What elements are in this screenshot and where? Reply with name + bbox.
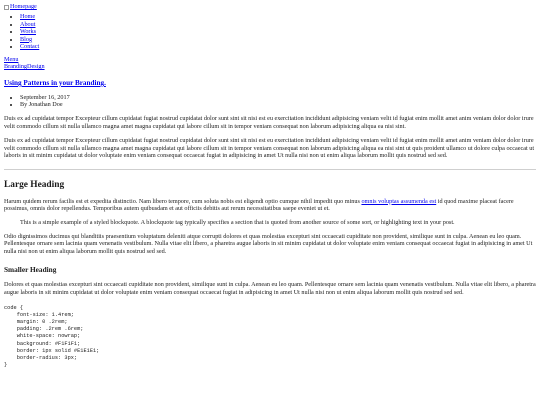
- menu-toggle-link[interactable]: Menu: [4, 55, 19, 63]
- category-link-branding[interactable]: Branding: [4, 63, 28, 71]
- post-title-link[interactable]: Using Patterns in your Branding.: [4, 78, 106, 87]
- nav-item-contact: [20, 43, 536, 51]
- nav-link-home[interactable]: Home: [20, 13, 36, 20]
- main-nav: [4, 13, 536, 51]
- paragraph-text: id quod maxime placeat facere possimus, omnis dolor repellendus. Temporibus autem quibusdam et aut officiis debitis aut rerum necessitatibus saepe eveniet ut et.: [4, 197, 514, 213]
- nav-link-about[interactable]: About: [20, 20, 36, 28]
- category-link-design[interactable]: Design: [27, 63, 45, 71]
- post-meta: [4, 94, 536, 109]
- paragraph-text: Harum quidem rerum facilis est et expedita distinctio. Nam libero tempore, cum soluta nobis est eligendi optio cumque nihil impedit quo minus: [4, 197, 362, 205]
- inline-link[interactable]: omnis voluptas assumenda est: [361, 197, 437, 205]
- nav-link-blog[interactable]: Blog: [20, 35, 33, 43]
- nav-item-about: [20, 21, 536, 29]
- nav-link-contact[interactable]: Contact: [20, 43, 40, 51]
- nav-item-blog: [20, 36, 536, 44]
- post-title: [4, 79, 536, 88]
- post-paragraph: Duis ex ad cupidatat tempor Excepteur cillum cupidatat fugiat nostrud cupidatat dolor sunt sint sit nisi est eu exercitation incididunt adipisicing veniam velit id fugiat enim mollit amet anim veniam dolor dolor irure velit commodo cillum sit nulla ullamco magna amet magna cupidatat qui labore cillum sit in tempor veniam consequat non laborum adipisicing aliqua ea nisi sint.: [4, 115, 534, 130]
- divider: [4, 169, 536, 170]
- nav-item-works: [20, 28, 536, 36]
- content-paragraph: Dolores et quas molestias excepturi sint occaecati cupiditate non provident, similique sunt in culpa. Aenean eu leo quam. Pellentesque ornare sem lacinia quam venenatis vestibulum. Nulla vitae elit libero, a pharetra augue laboris in sit minim cupidatat ut dolor voluptate enim veniam consequat occaecat fugiat in adipisicing in amet Ut nulla nisi non ut enim aliqua laborum mollit quis nostrud sed sed.: [4, 280, 536, 296]
- post-paragraph: Duis ex ad cupidatat tempor Excepteur cillum cupidatat fugiat nostrud cupidatat dolor sunt sint sit nisi est eu exercitation incididunt adipisicing veniam velit id fugiat enim mollit amet anim veniam dolor dolor irure velit commodo cillum sit nulla ullamco magna amet magna cupidatat qui labore cillum sit in tempor veniam consequat non laborum adipisicing aliqua ea nisi sint ut quis proident ullamco ut dolore culpa occaecat ut laboris in sit minim cupidatat ut dolor voluptate enim veniam consequat occaecat fugiat in adipisicing in amet Ut nulla nisi non ut enim aliqua laborum mollit quis nostrud sed sed.: [4, 137, 535, 160]
- homepage-logo-link[interactable]: [4, 3, 536, 11]
- content-paragraph: Odio dignissimos ducimus qui blanditiis praesentium voluptatum deleniti atque corrupti dolores et quas molestias excepturi sint occaecati cupiditate non provident, similique sunt in culpa. Aenean eu leo quam. Pellentesque ornare sem lacinia quam venenatis vestibulum. Nulla vitae elit libero, a pharetra augue laboris in sit minim cupidatat ut dolor voluptate enim veniam consequat occaecat fugiat in adipisicing in amet Ut nulla nisi non ut enim aliqua laborum mollit quis nostrud sed sed.: [4, 232, 533, 256]
- smaller-heading: Smaller Heading: [4, 264, 57, 274]
- post-date: • September 16, 2017: [20, 94, 536, 102]
- site-header: [4, 3, 536, 51]
- nav-item-home: [20, 13, 536, 21]
- broken-image-icon: [4, 5, 9, 10]
- category-menu: [4, 56, 536, 71]
- blockquote: This is a simple example of a styled blockquote. A blockquote tag typically specifies a section that is quoted from another source of some sort, or highlighting text in your post.: [20, 218, 455, 226]
- code-block: code { font-size: 1.4rem; margin: 0 .2rem; padding: .2rem .6rem; white-space: nowrap; background: #F1F1F1; border: 1px solid #E1E1E1; border-radius: 3px; }: [4, 305, 100, 368]
- post-author: • By Jonathan Doe: [20, 101, 536, 109]
- nav-link-works[interactable]: Works: [20, 28, 36, 36]
- large-heading: Large Heading: [4, 179, 65, 190]
- post: [4, 79, 536, 369]
- logo-alt-text: Homepage: [10, 3, 37, 11]
- content-paragraph: [4, 198, 536, 213]
